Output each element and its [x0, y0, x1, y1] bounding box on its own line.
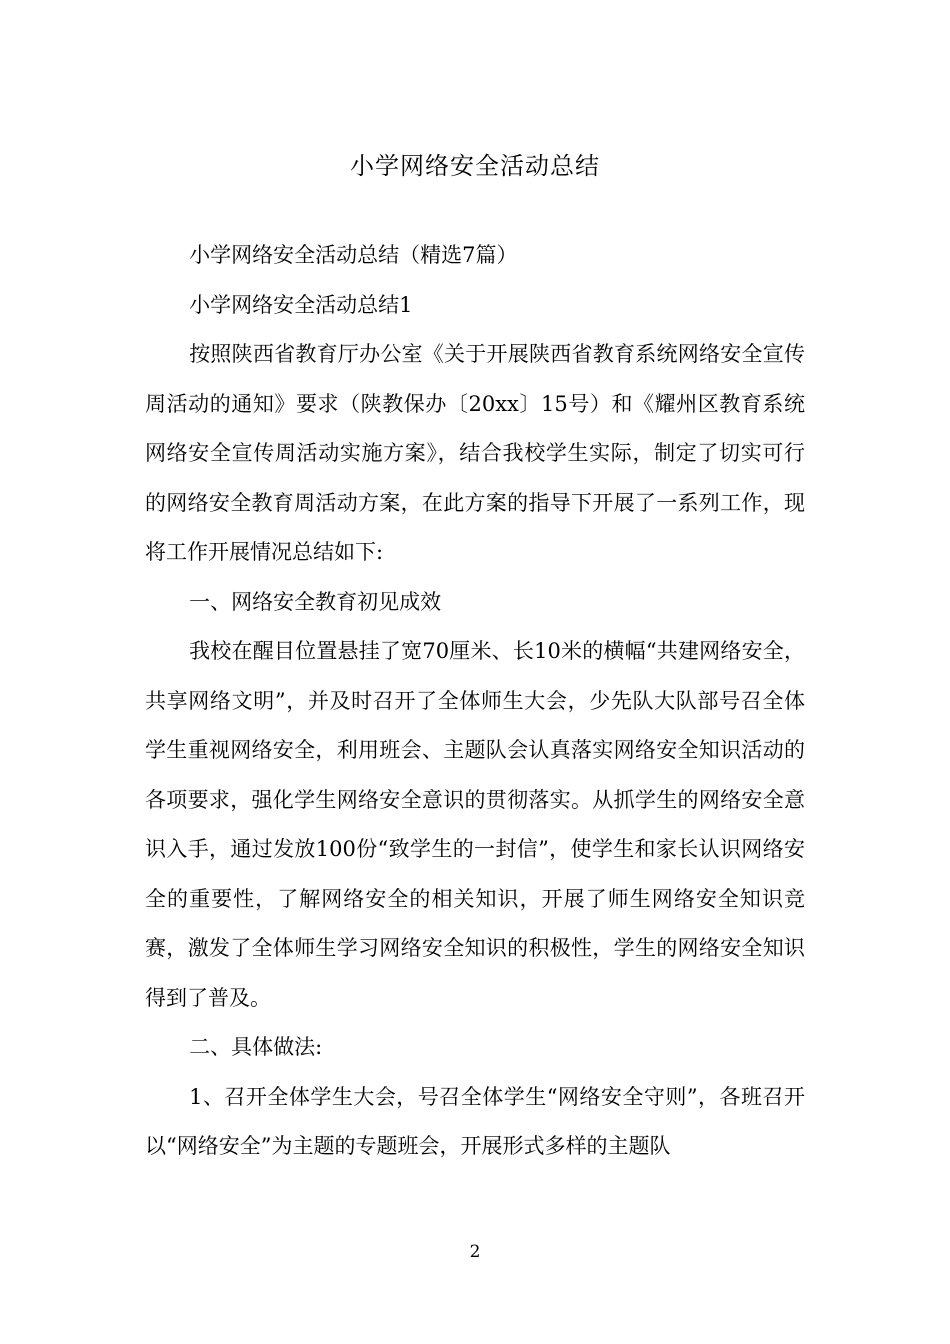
paragraph-heading-two: 二、具体做法:: [189, 1035, 323, 1059]
page-number: 2: [469, 1242, 481, 1262]
paragraph-achievements: 我校在醒目位置悬挂了宽70厘米、长10米的横幅“共建网络安全，共享网络文明”，并及时召开了全体师生大会，少先队大队部号召全体学生重视网络安全，利用班会、主题队会认真落实网络安全知识活动的各项要求，强化学生网络安全意识的贯彻落实。从抓学生的网络安全意识入手，通过发放100份“致学生的一封信”，使学生和家长认识网络安全的重要性，了解网络安全的相关知识，开展了师生网络安全知识竞赛，激发了全体师生学习网络安全知识的积极性，学生的网络安全知识得到了普及。: [145, 639, 805, 1010]
paragraph-subtitle: 小学网络安全活动总结（精选7篇）: [189, 243, 518, 267]
paragraph-method-one: 1、召开全体学生大会，号召全体学生“网络安全守则”，各班召开以“网络安全”为主题的专题班会，开展形式多样的主题队: [145, 1084, 805, 1158]
paragraph-section-heading: 小学网络安全活动总结1: [189, 292, 413, 317]
paragraph-intro: 按照陕西省教育厅办公室《关于开展陕西省教育系统网络安全宣传周活动的通知》要求（陕教保办〔20xx〕15号）和《耀州区教育系统网络安全宣传周活动实施方案》，结合我校学生实际，制定了切实可行的网络安全教育周活动方案，在此方案的指导下开展了一系列工作，现将工作开展情况总结如下:: [145, 342, 805, 564]
document-title: 小学网络安全活动总结: [350, 152, 600, 180]
document-body: [145, 231, 805, 1172]
paragraph-heading-one: 一、网络安全教育初见成效: [189, 589, 442, 614]
